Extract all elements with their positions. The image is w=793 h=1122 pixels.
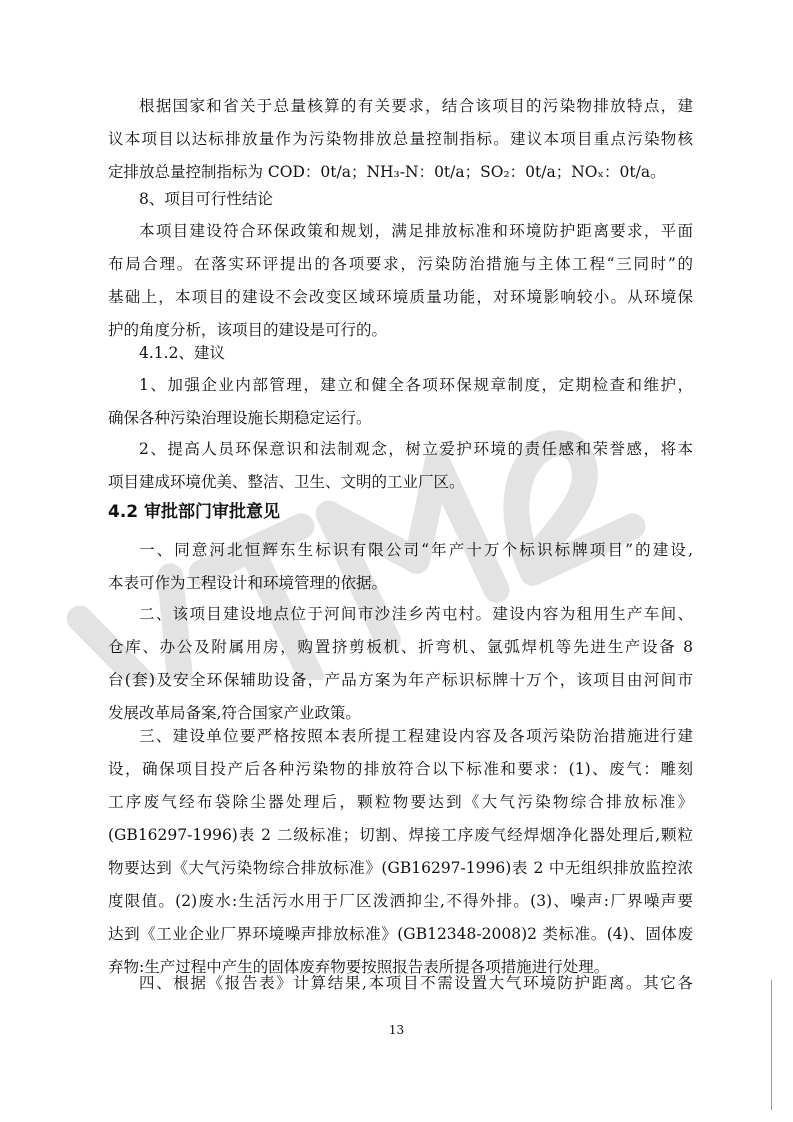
- text-line: 一、同意河北恒辉东生标识有限公司“年产十万个标识标牌项目”的建设,: [139, 541, 693, 559]
- text-line: 工序废气经布袋除尘器处理后，颗粒物要达到《大气污染物综合排放标准》: [108, 793, 693, 811]
- text-line: 项目建成环境优美、整洁、卫生、文明的工业厂区。: [108, 473, 465, 491]
- text-line: 发展改革局备案,符合国家产业政策。: [108, 704, 361, 722]
- text-line: 基础上，本项目的建设不会改变区域环境质量功能，对环境影响较小。从环境保: [108, 288, 693, 306]
- scan-edge-line: [771, 980, 772, 1110]
- para-suggestion-2: [108, 433, 693, 499]
- text-line: 布局合理。在落实环评提出的各项要求，污染防治措施与主体工程“三同时”的: [108, 255, 693, 273]
- text-line: 本项目建设符合环保政策和规划，满足排放标准和环境防护距离要求，平面: [139, 222, 693, 240]
- text-line: 根据国家和省关于总量核算的有关要求，结合该项目的污染物排放特点，建: [139, 97, 693, 115]
- text-line: 仓库、办公及附属用房，购置挤剪板机、折弯机、氩弧焊机等先进生产设备 8: [108, 638, 693, 656]
- para-approval-3: [108, 720, 693, 984]
- text-line: 确保各种污染治理设施长期稳定运行。: [108, 409, 372, 427]
- text-line: 2、提高人员环保意识和法制观念，树立爱护环境的责任感和荣誉感，将本: [139, 440, 693, 458]
- para-approval-1: [108, 534, 693, 600]
- text-line: 四、根据《报告表》计算结果,本项目不需设置大气环境防护距离。其它各: [139, 974, 693, 992]
- text-line: 议本项目以达标排放量作为污染物排放总量控制指标。建议本项目重点污染物核: [108, 130, 693, 148]
- para-approval-4: [108, 967, 693, 1000]
- para-approval-2: [108, 598, 693, 730]
- text-line: 弃物:生产过程中产生的固体废弃物要按照报告表所提各项措施进行处理。: [108, 958, 610, 976]
- text-line: 定排放总量控制指标为 COD：0t/a；NH₃-N：0t/a；SO₂：0t/a；NOₓ：0t/a。: [108, 163, 666, 181]
- para-suggestion-1: [108, 369, 693, 435]
- section-heading: 4.2 审批部门审批意见: [108, 502, 281, 522]
- para-feasibility-body: [108, 215, 693, 347]
- page-number: 13: [388, 1023, 405, 1037]
- text-line: 护的角度分析，该项目的建设是可行的。: [108, 321, 388, 339]
- text-line: 台(套)及安全环保辅助设备，产品方案为年产标识标牌十万个，该项目由河间市: [108, 671, 693, 689]
- para-suggestion-title: [108, 337, 693, 370]
- para-total-control: [108, 90, 693, 189]
- text-line: 度限值。(2)废水:生活污水用于厂区泼洒抑尘,不得外排。(3)、噪声:厂界噪声要: [108, 892, 693, 910]
- text-line: 二、该项目建设地点位于河间市沙洼乡芮屯村。建设内容为租用生产车间、: [139, 605, 693, 623]
- para-feasibility-title: [108, 183, 693, 216]
- text-line: 达到《工业企业厂界环境噪声排放标准》(GB12348-2008)2 类标准。(4)、固体废: [108, 925, 693, 943]
- text-line: (GB16297-1996)表 2 二级标准；切割、焊接工序废气经焊烟净化器处理后,颗粒: [108, 826, 693, 844]
- subheading: 4.1.2、建议: [139, 344, 225, 362]
- text-line: 1、加强企业内部管理，建立和健全各项环保规章制度，定期检查和维护，: [139, 376, 693, 394]
- text-line: 设，确保项目投产后各种污染物的排放符合以下标准和要求：(1)、废气：雕刻: [108, 760, 693, 778]
- text-line: 三、建设单位要严格按照本表所提工程建设内容及各项污染防治措施进行建: [139, 727, 693, 745]
- text-line: 本表可作为工程设计和环境管理的依据。: [108, 574, 388, 592]
- text-line: 物要达到《大气污染物综合排放标准》(GB16297-1996)表 2 中无组织排放监控浓: [108, 859, 693, 877]
- subheading: 8、项目可行性结论: [139, 190, 273, 208]
